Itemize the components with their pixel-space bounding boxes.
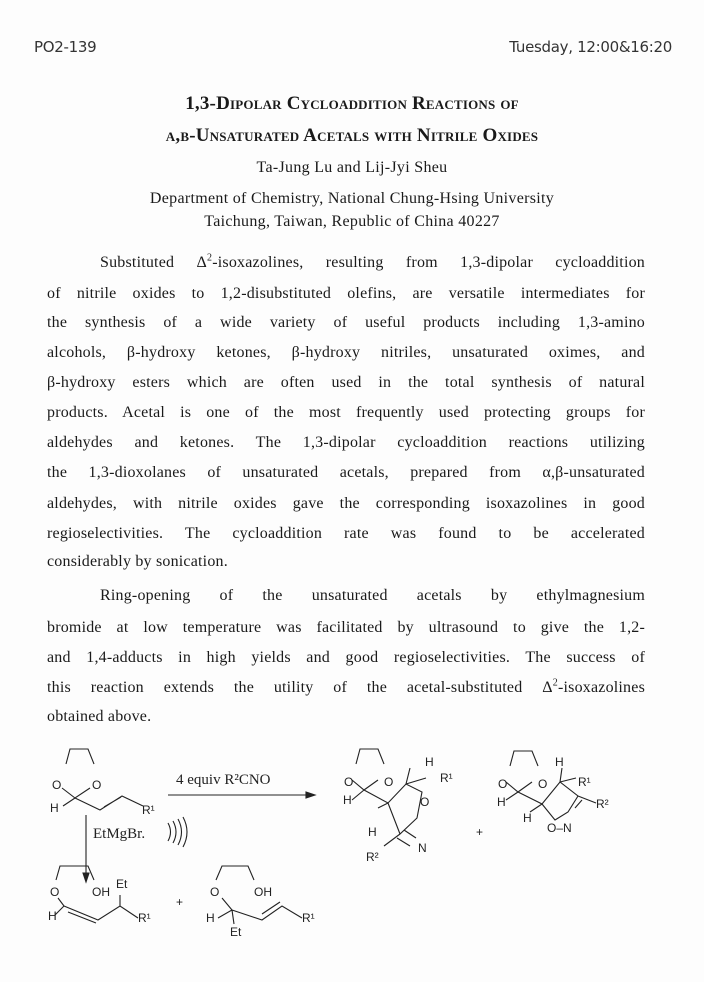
atom-label: O <box>92 778 102 792</box>
session-time: Tuesday, 12:00&16:20 <box>509 38 672 56</box>
atom-label: H <box>368 825 377 839</box>
atom-label: R¹ <box>142 803 155 817</box>
atom-label: R¹ <box>302 911 315 925</box>
text-segment: of nitrile oxides to 1,2-disubstituted olefins, are versatile intermediates for <box>47 285 645 302</box>
text-segment: -isoxazolines, resulting from 1,3-dipolar cycloaddition <box>212 254 645 271</box>
plus-sign: + <box>176 895 184 909</box>
text-segment: Ring-opening of the unsaturated acetals by ethylmagnesium <box>100 587 645 604</box>
atom-label: OH <box>254 885 272 899</box>
atom-label: OH <box>92 885 110 899</box>
atom-label: R² <box>596 797 609 811</box>
text-segment: the 1,3-dioxolanes of unsaturated acetals, prepared from α,β-unsaturated <box>47 464 645 481</box>
adduct-1-2 <box>206 866 315 939</box>
adduct-1-4 <box>48 866 151 925</box>
isoxazoline-product-1 <box>343 749 453 864</box>
text-segment: considerably by sonication. <box>47 553 228 570</box>
atom-label: H <box>206 911 215 925</box>
ultrasound-icon <box>168 817 187 847</box>
atom-label: Et <box>116 877 128 891</box>
reagent-label: 4 equiv R²CNO <box>176 772 271 788</box>
superscript: 2 <box>207 252 213 264</box>
starting-acetal <box>50 749 155 817</box>
atom-label: O <box>538 777 548 791</box>
atom-label: O <box>52 778 62 792</box>
atom-label: R¹ <box>440 771 453 785</box>
atom-label: N <box>418 841 427 855</box>
atom-label: O–N <box>547 821 572 835</box>
atom-label: Et <box>230 925 242 939</box>
text-segment: this reaction extends the utility of the acetal-substituted Δ <box>47 679 553 696</box>
text-segment: -isoxazolines <box>557 679 645 696</box>
text-segment: products. Acetal is one of the most frequently used protecting groups for <box>47 404 645 421</box>
atom-label: O <box>50 885 60 899</box>
title-line-2: α,β-Unsaturated Acetals with Nitrile Oxides <box>165 125 539 146</box>
atom-label: H <box>523 811 532 825</box>
abstract-code: PO2-139 <box>34 38 97 56</box>
text-segment: Substituted Δ <box>100 254 208 271</box>
atom-label: O <box>420 795 430 809</box>
atom-label: R¹ <box>138 911 151 925</box>
authors: Ta-Jung Lu and Lij-Jyi Sheu <box>256 159 448 176</box>
superscript: 2 <box>552 677 558 689</box>
title-line-1: 1,3-Dipolar Cycloaddition Reactions of <box>185 93 519 114</box>
affiliation-line-1: Department of Chemistry, National Chung-Hsing University <box>149 190 555 207</box>
text-segment: obtained above. <box>47 708 152 725</box>
reagent-label: EtMgBr. <box>93 826 146 842</box>
isoxazoline-product-2 <box>497 751 609 835</box>
text-segment: aldehydes, with nitrile oxides gave the corresponding isoxazolines in good <box>47 495 645 512</box>
atom-label: H <box>497 795 506 809</box>
atom-label: O <box>344 775 354 789</box>
atom-label: H <box>48 909 57 923</box>
atom-label: O <box>384 775 394 789</box>
text-segment: the synthesis of a wide variety of useful products including 1,3-amino <box>47 314 645 331</box>
plus-sign: + <box>476 825 484 839</box>
atom-label: H <box>343 793 352 807</box>
atom-label: O <box>498 777 508 791</box>
atom-label: H <box>50 801 59 815</box>
text-segment: regioselectivities. The cycloaddition rate was found to be accelerated <box>47 525 645 542</box>
affiliation-line-2: Taichung, Taiwan, Republic of China 40227 <box>204 213 500 230</box>
atom-label: O <box>210 885 220 899</box>
text-segment: β-hydroxy esters which are often used in the total synthesis of natural <box>47 374 645 391</box>
atom-label: H <box>425 755 434 769</box>
atom-label: R¹ <box>578 775 591 789</box>
text-segment: aldehydes and ketones. The 1,3-dipolar cycloaddition reactions utilizing <box>47 434 645 451</box>
atom-label: H <box>555 755 564 769</box>
atom-label: R² <box>366 850 379 864</box>
text-segment: bromide at low temperature was facilitated by ultrasound to give the 1,2- <box>47 619 645 636</box>
text-segment: alcohols, β-hydroxy ketones, β-hydroxy nitriles, unsaturated oximes, and <box>47 344 645 361</box>
text-segment: and 1,4-adducts in high yields and good regioselectivities. The success of <box>47 649 645 666</box>
